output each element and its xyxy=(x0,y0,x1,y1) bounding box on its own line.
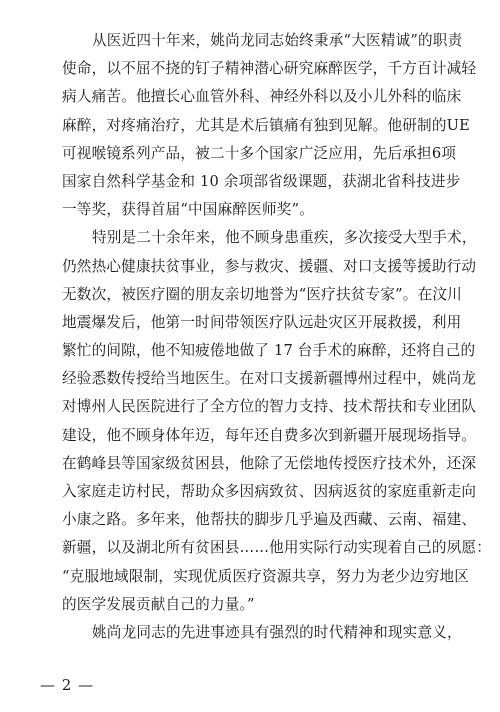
text-line: 国家自然科学基金和 10 余项部省级课题，获湖北省科技进步 xyxy=(62,172,461,190)
text-line: 建设，他不顾身体年迈，每年还自费多次到新疆开展现场指导。 xyxy=(62,426,477,444)
text-line: 地震爆发后，他第一时间带领医疗队远赴灾区开展救援，利用 xyxy=(62,313,462,331)
text-line: 对博州人民医院进行了全方位的智力支持、技术帮扶和专业团队 xyxy=(62,398,477,416)
text-line: 特别是二十余年来，他不顾身患重疾，多次接受大型手术， xyxy=(92,229,477,247)
text-line: 病人痛苦。他擅长心血管外科、神经外科以及小儿外科的临床 xyxy=(62,88,462,106)
text-line: 姚尚龙同志的先进事迹具有强烈的时代精神和现实意义， xyxy=(92,623,462,641)
text-line: 繁忙的间隙，他不知疲倦地做了 17 台手术的麻醉，还将自己的 xyxy=(62,342,476,360)
text-line: 无数次，被医疗圈的朋友亲切地誉为“医疗扶贫专家”。在汶川 xyxy=(62,285,462,303)
text-line: 新疆，以及湖北所有贫困县……他用实际行动实现着自己的夙愿： xyxy=(62,539,492,557)
text-line: 可视喉镜系列产品，被二十多个国家广泛应用，先后承担6项 xyxy=(62,144,457,162)
text-line: 一等奖，获得首届“中国麻醉医师奖”。 xyxy=(62,201,315,219)
text-line: 的医学发展贡献自己的力量。” xyxy=(62,595,255,613)
page-number: — 2 — xyxy=(40,676,95,694)
text-line: 麻醉，对疼痛治疗，尤其是术后镇痛有独到见解。他研制的UE xyxy=(62,116,470,134)
text-line: 从医近四十年来，姚尚龙同志始终秉承“大医精诚”的职责 xyxy=(92,32,463,49)
text-line: 使命，以不屈不挠的钉子精神潜心研究麻醉医学，千方百计减轻 xyxy=(62,60,477,78)
text-line: 小康之路。多年来，他帮扶的脚步几乎遍及西藏、云南、福建、 xyxy=(62,511,477,529)
text-line: 在鹤峰县等国家级贫困县，他除了无偿地传授医疗技术外，还深 xyxy=(62,454,477,472)
text-line: 入家庭走访村民，帮助众多因病致贫、因病返贫的家庭重新走向 xyxy=(62,483,477,500)
text-line: 仍然热心健康扶贫事业，参与救灾、援疆、对口支援等援助行动 xyxy=(62,257,477,275)
body-text xyxy=(62,27,492,647)
text-line: 经验悉数传授给当地医生。在对口支援新疆博州过程中，姚尚龙 xyxy=(62,370,477,388)
text-line: “克服地域限制，实现优质医疗资源共享，努力为老少边穷地区 xyxy=(62,567,470,585)
